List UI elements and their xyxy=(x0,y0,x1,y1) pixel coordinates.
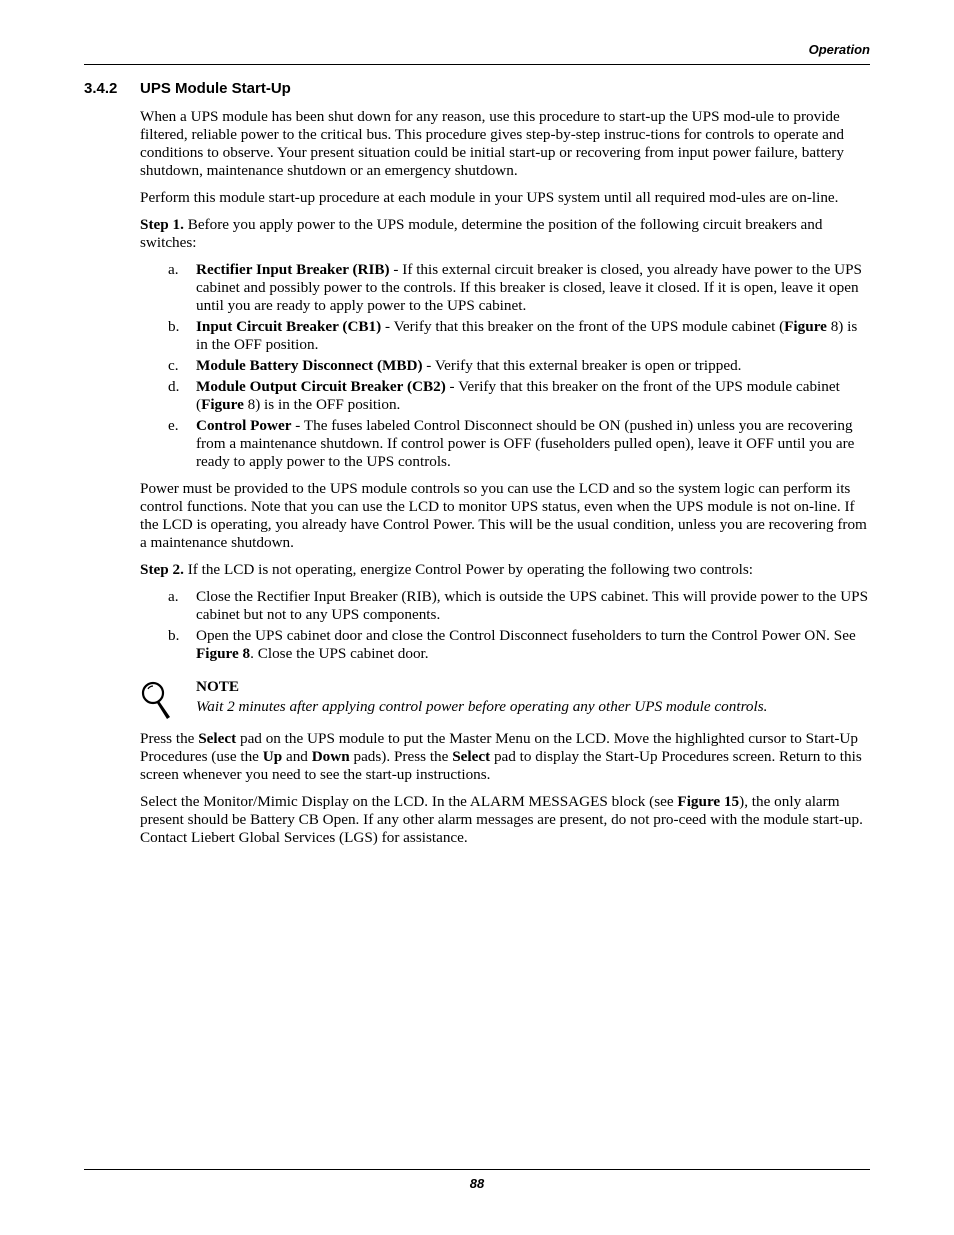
step-2-text: If the LCD is not operating, energize Control Power by operating the following two controls: xyxy=(183,561,754,578)
list-text: - Verify that this external breaker is open or tripped. xyxy=(422,357,742,374)
list-text: - Verify that this breaker on the front of the UPS module cabinet ( xyxy=(381,318,785,335)
list-term: Control Power xyxy=(196,417,292,434)
list-term: Module Battery Disconnect (MBD) xyxy=(196,357,423,374)
section-number: 3.4.2 xyxy=(84,80,118,97)
body-content xyxy=(140,108,870,856)
list-text: - If this external circuit breaker is closed, you already have power to the UPS cabinet and possibly power to the controls. If this breaker is closed, leave it closed. If it is open, leave it open until you are ready to apply power to the UPS cabinet. xyxy=(196,261,862,314)
bold-run: Down xyxy=(311,748,350,765)
list-term: Module Output Circuit Breaker (CB2) xyxy=(196,378,446,395)
list-text: - Verify that this breaker on the front of the UPS module cabinet ( xyxy=(196,378,840,413)
list-text: - The fuses labeled Control Disconnect should be ON (pushed in) unless you are recovering from a maintenance shutdown. If control power is OFF (fuseholders pulled open), leave it OFF until you are ready to apply power to the UPS controls. xyxy=(196,417,855,470)
bold-run: Select xyxy=(452,748,491,765)
step-1 xyxy=(140,216,870,252)
figure-ref: Figure xyxy=(201,396,244,413)
list-letter: c. xyxy=(168,357,179,374)
list-letter: b. xyxy=(168,318,180,335)
list-text: Close the Rectifier Input Breaker (RIB), which is outside the UPS cabinet. This will provide power to the UPS cabinet but not to any UPS components. xyxy=(196,588,869,623)
monitor-display-paragraph xyxy=(140,793,870,847)
list-item xyxy=(140,627,870,663)
list-text: 8) is in the OFF position. xyxy=(243,396,401,413)
list-text: . Close the UPS cabinet door. xyxy=(250,645,429,662)
bold-run: Up xyxy=(262,748,283,765)
step-2-list xyxy=(140,588,870,663)
list-letter: d. xyxy=(168,378,180,395)
step-2 xyxy=(140,561,870,579)
list-text: 8) is in the OFF position. xyxy=(196,318,858,353)
figure-ref: Figure 15 xyxy=(677,793,740,810)
note-title: NOTE xyxy=(196,678,240,695)
module-paragraph: Perform this module start-up procedure at each module in your UPS system until all required mod-ules are on-line. xyxy=(140,189,839,206)
list-item xyxy=(140,357,870,375)
list-term: Input Circuit Breaker (CB1) xyxy=(196,318,382,335)
list-letter: a. xyxy=(168,261,179,278)
figure-ref: Figure xyxy=(784,318,827,335)
text-run: pads). Press the xyxy=(349,748,453,765)
footer-rule xyxy=(84,1169,870,1170)
list-letter: e. xyxy=(168,417,179,434)
section-heading xyxy=(84,80,291,97)
list-item xyxy=(140,318,870,354)
text-run: ), the only alarm present should be Battery CB Open. If any other alarm messages are present, do not pro-ceed with the module start-up. Contact Liebert Global Services (LGS) for assistance. xyxy=(140,793,863,846)
list-item xyxy=(140,417,870,471)
running-header: Operation xyxy=(808,42,870,57)
list-item xyxy=(140,588,870,624)
magnifier-icon xyxy=(140,680,174,720)
text-run: Select the Monitor/Mimic Display on the LCD. In the ALARM MESSAGES block (see xyxy=(140,793,678,810)
step-1-list xyxy=(140,261,870,471)
note-box xyxy=(140,678,870,716)
list-item xyxy=(140,261,870,315)
step-1-text: Before you apply power to the UPS module, determine the position of the following circuit breakers and switches: xyxy=(140,216,823,251)
list-item xyxy=(140,378,870,414)
header-rule xyxy=(84,64,870,65)
figure-ref: Figure 8 xyxy=(196,645,251,662)
control-power-paragraph: Power must be provided to the UPS module controls so you can use the LCD and so the system logic can perform its control functions. Note that you can use the LCD to monitor UPS status, even when the UPS module is not on-line. If the LCD is operating, you already have Control Power. This will be the usual condition, unless you are recovering from a maintenance shutdown. xyxy=(140,480,867,551)
list-term: Rectifier Input Breaker (RIB) xyxy=(196,261,390,278)
step-2-label: Step 2. xyxy=(140,561,184,578)
list-text: Open the UPS cabinet door and close the Control Disconnect fuseholders to turn the Control Power ON. See xyxy=(196,627,856,644)
step-1-label: Step 1. xyxy=(140,216,184,233)
intro-paragraph: When a UPS module has been shut down for any reason, use this procedure to start-up the UPS mod-ule to provide filtered, reliable power to the critical bus. This procedure gives step-by-step instruc-tions for controls to operate and conditions to observe. Your present situation could be initial start-up or recovering from input power failure, battery shutdown, maintenance shutdown or an emergency shutdown. xyxy=(140,108,845,179)
text-run: and xyxy=(282,748,312,765)
press-select-paragraph xyxy=(140,730,870,784)
page-number: 88 xyxy=(469,1176,485,1191)
section-title: UPS Module Start-Up xyxy=(140,80,291,97)
list-letter: b. xyxy=(168,627,180,644)
text-run: Press the xyxy=(140,730,199,747)
text-run: pad to display the Start-Up Procedures screen. Return to this screen whenever you need to see the start-up instructions. xyxy=(140,748,862,783)
note-body: Wait 2 minutes after applying control power before operating any other UPS module controls. xyxy=(196,698,768,715)
text-run: pad on the UPS module to put the Master Menu on the LCD. Move the highlighted cursor to Start-Up Procedures (use the xyxy=(140,730,858,765)
bold-run: Select xyxy=(198,730,237,747)
list-letter: a. xyxy=(168,588,179,605)
